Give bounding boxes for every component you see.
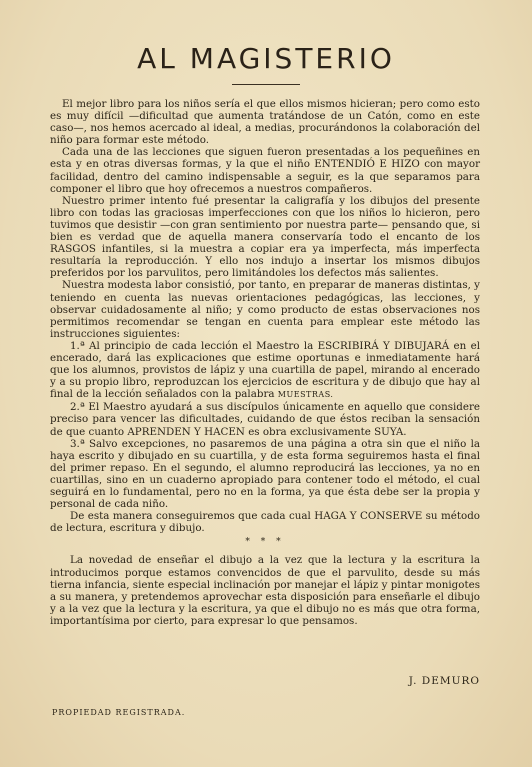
title-rule	[232, 84, 300, 85]
section-separator: * * *	[245, 537, 285, 548]
paragraph-3: Nuestro primer intento fué presentar la caligrafía y los dibujos del presente libro con todas las graciosas imperfecciones con que los niños lo hicieron, pero tuvimos que desistir —con gran sentimiento por nuestra parte— pensando que, si bien es verdad que de aquella manera conservaría todo el encanto de los RASGOS infantiles, si la muestra a copiar era ya imperfecta, más imperfecta resultaría la reproducción. Y ello nos indujo a insertar los mismos dibujos preferidos por los parvulitos, pero limitándoles los defectos más salientes.	[50, 194, 480, 280]
instruction-1	[50, 340, 480, 401]
paragraph-4: Nuestra modesta labor consistió, por tanto, en preparar de maneras distintas, y teniendo en cuenta las nuevas orientaciones pedagógicas, las lecciones, y observar cuidadosamente al niño; y como producto de estas observaciones nos permitimos recomendar se tengan en cuenta para emplear este método las instrucciones siguientes:	[50, 279, 480, 340]
instruction-1-text: 1.ª Al principio de cada lección el Maestro la ESCRIBIRÁ Y DIBUJARÁ en el encerado, dará las explicaciones que estime oportunas e inmediatamente hará que los alumnos, provistos de lápiz y una cuartilla de papel, mirando al encerado y a su propio libro, reproduzcan los ejercicios de escritura y de dibujo que hay al final de la lección señalados con la palabra	[50, 339, 480, 401]
paragraph-2: Cada una de las lecciones que siguen fueron presentadas a los pequeñines en esta y en otras diversas formas, y la que el niño ENTENDIÓ E HIZO con mayor facilidad, dentro del camino indispensable a seguir, es la que separamos para componer el libro que hoy ofrecemos a nuestros compañeros.	[50, 146, 480, 195]
page-title: AL MAGISTERIO	[137, 42, 395, 75]
instruction-1-tail: MUESTRAS.	[277, 390, 334, 400]
paragraph-1: El mejor libro para los niños sería el que ellos mismos hicieran; pero como esto es muy difícil —dificultad que aumenta tratándose de un Catón, como en este caso—, nos hemos acercado al ideal, a medias, procurándonos la colaboración del niño para formar este método.	[50, 98, 480, 147]
final-paragraph: La novedad de enseñar el dibujo a la vez que la lectura y la escritura la introducimos porque estamos convencidos de que el parvulito, desde su más tierna infancia, siente especial inclinación por manejar el lápiz y pintar monigotes a su manera, y pretendemos aprovechar esta disposición para enseñarle el dibujo y a la vez que la lectura y la escritura, ya que el dibujo no es más que otra forma, importantísima por cierto, para expresar lo que pensamos.	[50, 554, 480, 627]
signature: J. DEMURO	[408, 675, 480, 687]
closing-paragraph: De esta manera conseguiremos que cada cual HAGA Y CONSERVE su método de lectura, escritura y dibujo.	[50, 510, 480, 535]
instruction-2: 2.ª El Maestro ayudará a sus discípulos únicamente en aquello que considere preciso para vencer las dificultades, cuidando de que éstos reciban la sensación de que cuanto APRENDEN Y HACEN es obra exclusivamente SUYA.	[50, 401, 480, 438]
footer-copyright: PROPIEDAD REGISTRADA.	[52, 708, 186, 717]
instruction-3: 3.ª Salvo excepciones, no pasaremos de una página a otra sin que el niño la haya escrito y dibujado en su cuartilla, y de esta forma seguiremos hasta el final del primer repaso. En el segundo, el alumno reproducirá las lecciones, ya no en cuartillas, sino en un cuaderno apropiado para contener todo el método, el cual seguirá en lo fundamental, pero no en la forma, ya que ésta debe ser la propia y personal de cada niño.	[50, 437, 480, 511]
body-text	[50, 98, 480, 627]
